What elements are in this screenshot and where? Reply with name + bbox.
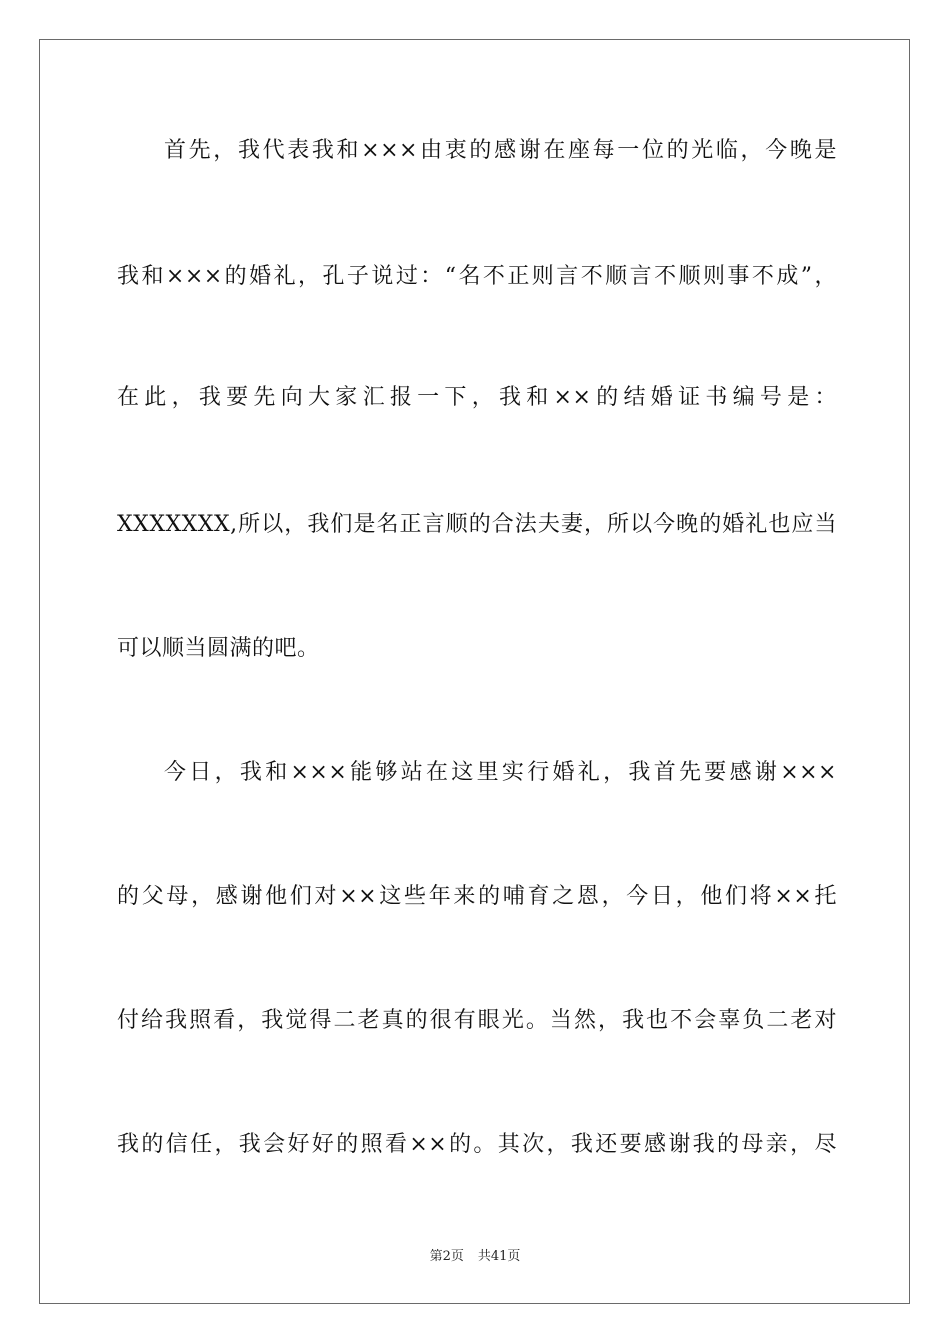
paragraph-2-line-1: 今日，我和×××能够站在这里实行婚礼，我首先要感谢××× — [164, 760, 837, 785]
paragraph-1-line-3: 在此，我要先向大家汇报一下，我和××的结婚证书编号是： — [117, 385, 837, 410]
page-number: 第2页 — [429, 1249, 464, 1264]
page-frame — [39, 39, 910, 1304]
paragraph-2-line-4: 我的信任，我会好好的照看××的。其次，我还要感谢我的母亲，尽 — [117, 1132, 837, 1157]
page-footer — [0, 1248, 950, 1266]
paragraph-1-line-1: 首先，我代表我和×××由衷的感谢在座每一位的光临，今晚是 — [164, 138, 837, 163]
paragraph-2-line-2: 的父母，感谢他们对××这些年来的哺育之恩，今日，他们将××托 — [117, 884, 837, 909]
page-total: 共41页 — [477, 1249, 521, 1264]
paragraph-1-line-2: 我和×××的婚礼，孔子说过：“名不正则言不顺言不顺则事不成”， — [117, 264, 837, 289]
paragraph-2-line-3: 付给我照看，我觉得二老真的很有眼光。当然，我也不会辜负二老对 — [117, 1008, 837, 1033]
paragraph-1-line-5: 可以顺当圆满的吧。 — [117, 636, 320, 661]
paragraph-1-line-4: XXXXXXX,所以，我们是名正言顺的合法夫妻，所以今晚的婚礼也应当 — [117, 512, 837, 537]
